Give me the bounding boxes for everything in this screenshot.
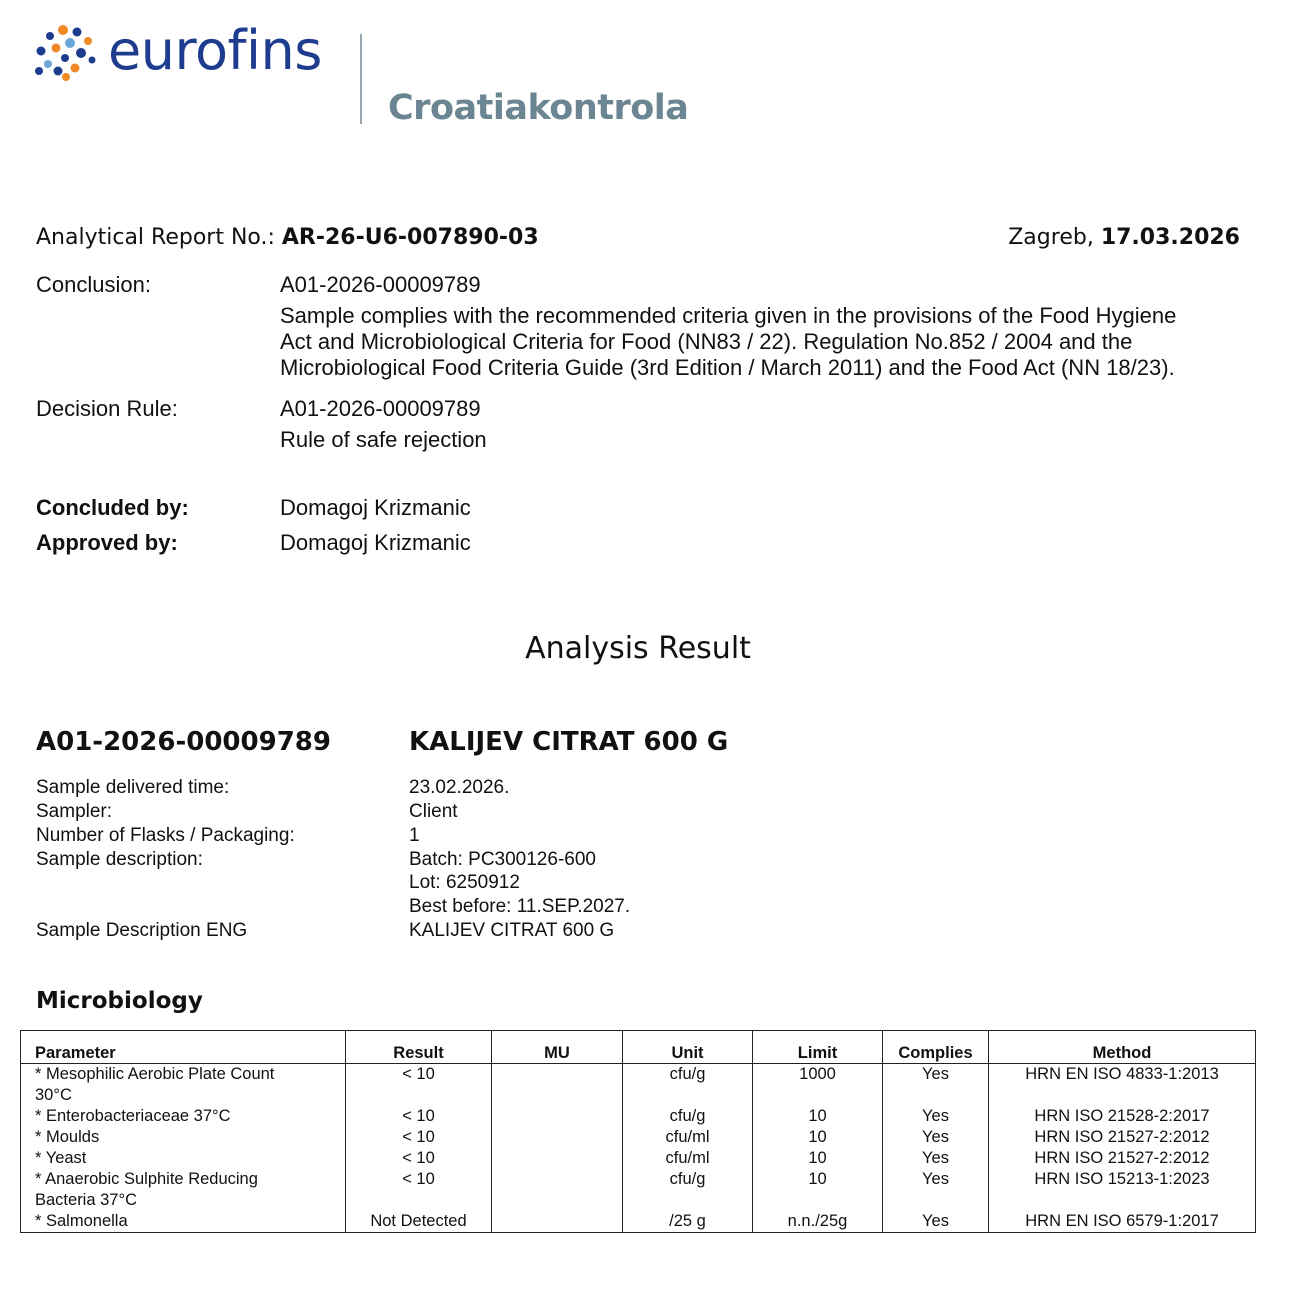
table-row — [21, 1148, 1256, 1169]
decision-rule-id: A01-2026-00009789 — [280, 396, 481, 421]
cell-method — [989, 1064, 1256, 1107]
cell-parameter — [21, 1064, 346, 1107]
cell-parameter-continuation: 30°C — [35, 1086, 72, 1104]
column-header-unit: Unit — [623, 1031, 753, 1064]
report-number: AR-26-U6-007890-03 — [281, 225, 539, 250]
table-row — [21, 1106, 1256, 1127]
cell-complies — [883, 1148, 989, 1169]
cell-limit-text: 1000 — [799, 1065, 836, 1083]
cell-complies-text: Yes — [922, 1107, 949, 1125]
cell-method-text: HRN ISO 21527-2:2012 — [1034, 1149, 1210, 1167]
sample-field-value: 23.02.2026. — [409, 777, 510, 798]
cell-unit-text: cfu/ml — [665, 1128, 710, 1146]
report-date: 17.03.2026 — [1100, 225, 1240, 250]
cell-result — [346, 1064, 492, 1107]
cell-parameter-text: * Yeast — [35, 1149, 87, 1167]
table-row — [21, 1064, 1256, 1107]
report-city: Zagreb, — [1008, 225, 1094, 250]
sample-field-label: Sample description: — [36, 849, 203, 870]
cell-complies-text: Yes — [922, 1065, 949, 1083]
column-header-limit: Limit — [753, 1031, 883, 1064]
cell-mu — [492, 1211, 623, 1233]
cell-mu — [492, 1148, 623, 1169]
sample-desc-best-before: Best before: 11.SEP.2027. — [409, 896, 631, 917]
brand-name: eurofins — [108, 19, 322, 82]
cell-limit-text: 10 — [808, 1107, 827, 1125]
cell-parameter — [21, 1127, 346, 1148]
cell-method — [989, 1169, 1256, 1211]
cell-complies — [883, 1127, 989, 1148]
cell-result-text: < 10 — [402, 1065, 435, 1083]
sample-field-label: Sampler: — [36, 801, 113, 822]
cell-unit-text: cfu/g — [669, 1107, 706, 1125]
cell-mu — [492, 1127, 623, 1148]
cell-result — [346, 1211, 492, 1233]
cell-unit — [623, 1064, 753, 1107]
table-header-row — [21, 1031, 1256, 1064]
cell-result — [346, 1169, 492, 1211]
conclusion-line-1: Sample complies with the recommended criteria given in the provisions of the Food Hygiene — [280, 303, 1177, 328]
approved-by-label: Approved by: — [36, 530, 178, 555]
sample-desc-lot: Lot: 6250912 — [409, 872, 520, 893]
analysis-result-title: Analysis Result — [525, 631, 751, 666]
conclusion-line-3: Microbiological Food Criteria Guide (3rd Edition / March 2011) and the Food Act (NN 18/23). — [280, 355, 1175, 380]
cell-method — [989, 1211, 1256, 1233]
cell-method-text: HRN ISO 21528-2:2017 — [1034, 1107, 1210, 1125]
column-header-result: Result — [346, 1031, 492, 1064]
cell-result — [346, 1148, 492, 1169]
cell-method-text: HRN EN ISO 6579-1:2017 — [1025, 1212, 1219, 1230]
decision-rule-label: Decision Rule: — [36, 396, 178, 421]
cell-unit-text: cfu/ml — [665, 1149, 710, 1167]
table-row — [21, 1211, 1256, 1233]
cell-method — [989, 1148, 1256, 1169]
cell-unit — [623, 1106, 753, 1127]
cell-result-text: < 10 — [402, 1170, 435, 1188]
cell-complies — [883, 1106, 989, 1127]
cell-limit-text: n.n./25g — [787, 1212, 848, 1230]
report-date-line — [1008, 225, 1240, 250]
approved-by-name: Domagoj Krizmanic — [280, 530, 471, 555]
cell-parameter-text: * Mesophilic Aerobic Plate Count — [35, 1065, 275, 1083]
sample-name: KALIJEV CITRAT 600 G — [409, 727, 729, 757]
cell-parameter — [21, 1106, 346, 1127]
cell-complies-text: Yes — [922, 1149, 949, 1167]
column-header-complies: Complies — [883, 1031, 989, 1064]
cell-result — [346, 1127, 492, 1148]
cell-unit — [623, 1127, 753, 1148]
report-number-label: Analytical Report No.: — [36, 225, 275, 250]
sample-id: A01-2026-00009789 — [36, 727, 331, 757]
column-header-method: Method — [989, 1031, 1256, 1064]
cell-parameter — [21, 1169, 346, 1211]
cell-mu — [492, 1064, 623, 1107]
sample-field-label: Number of Flasks / Packaging: — [36, 825, 295, 846]
cell-unit — [623, 1169, 753, 1211]
cell-complies — [883, 1169, 989, 1211]
cell-unit-text: cfu/g — [669, 1170, 706, 1188]
sample-field-value: Client — [409, 801, 458, 822]
cell-complies — [883, 1064, 989, 1107]
cell-parameter — [21, 1211, 346, 1233]
table-row — [21, 1169, 1256, 1211]
sample-field-value: Batch: PC300126-600 — [409, 849, 596, 870]
cell-method-text: HRN EN ISO 4833-1:2013 — [1025, 1065, 1219, 1083]
cell-limit-text: 10 — [808, 1149, 827, 1167]
cell-parameter-text: * Salmonella — [35, 1212, 128, 1230]
cell-unit-text: cfu/g — [669, 1065, 706, 1083]
eurofins-logo-icon — [34, 24, 96, 82]
sample-field-value: 1 — [409, 825, 420, 846]
cell-complies-text: Yes — [922, 1170, 949, 1188]
cell-parameter-text: * Anaerobic Sulphite Reducing — [35, 1170, 258, 1188]
cell-limit — [753, 1106, 883, 1127]
conclusion-line-2: Act and Microbiological Criteria for Food (NN83 / 22). Regulation No.852 / 2004 and the — [280, 329, 1133, 354]
cell-limit — [753, 1064, 883, 1107]
cell-parameter — [21, 1148, 346, 1169]
cell-mu — [492, 1169, 623, 1211]
concluded-by-label: Concluded by: — [36, 495, 189, 520]
decision-rule-text: Rule of safe rejection — [280, 427, 487, 452]
conclusion-id: A01-2026-00009789 — [280, 272, 481, 297]
cell-result-text: Not Detected — [370, 1212, 467, 1230]
cell-limit — [753, 1169, 883, 1211]
column-header-mu: MU — [492, 1031, 623, 1064]
cell-parameter-text: * Moulds — [35, 1128, 100, 1146]
cell-method — [989, 1127, 1256, 1148]
concluded-by-name: Domagoj Krizmanic — [280, 495, 471, 520]
cell-method — [989, 1106, 1256, 1127]
cell-complies — [883, 1211, 989, 1233]
cell-parameter-text: * Enterobacteriaceae 37°C — [35, 1107, 231, 1125]
sample-field-label: Sample delivered time: — [36, 777, 230, 798]
cell-unit-text: /25 g — [669, 1212, 706, 1230]
cell-limit-text: 10 — [808, 1128, 827, 1146]
cell-mu — [492, 1106, 623, 1127]
cell-parameter-continuation: Bacteria 37°C — [35, 1191, 137, 1209]
cell-limit — [753, 1148, 883, 1169]
cell-limit — [753, 1211, 883, 1233]
sub-brand-name: Croatiakontrola — [388, 88, 689, 128]
cell-method-text: HRN ISO 15213-1:2023 — [1034, 1170, 1210, 1188]
cell-complies-text: Yes — [922, 1128, 949, 1146]
logo-divider — [360, 34, 362, 124]
cell-result-text: < 10 — [402, 1128, 435, 1146]
microbiology-table — [20, 1030, 1256, 1233]
report-number-line — [36, 225, 539, 250]
cell-unit — [623, 1211, 753, 1233]
conclusion-label: Conclusion: — [36, 272, 151, 297]
cell-result — [346, 1106, 492, 1127]
sample-desc-eng-value: KALIJEV CITRAT 600 G — [409, 920, 615, 941]
table-row — [21, 1127, 1256, 1148]
cell-result-text: < 10 — [402, 1149, 435, 1167]
column-header-parameter: Parameter — [21, 1031, 346, 1064]
cell-method-text: HRN ISO 21527-2:2012 — [1034, 1128, 1210, 1146]
microbiology-title: Microbiology — [36, 988, 203, 1014]
cell-complies-text: Yes — [922, 1212, 949, 1230]
cell-result-text: < 10 — [402, 1107, 435, 1125]
cell-limit — [753, 1127, 883, 1148]
cell-limit-text: 10 — [808, 1170, 827, 1188]
cell-unit — [623, 1148, 753, 1169]
sample-desc-eng-label: Sample Description ENG — [36, 920, 248, 941]
